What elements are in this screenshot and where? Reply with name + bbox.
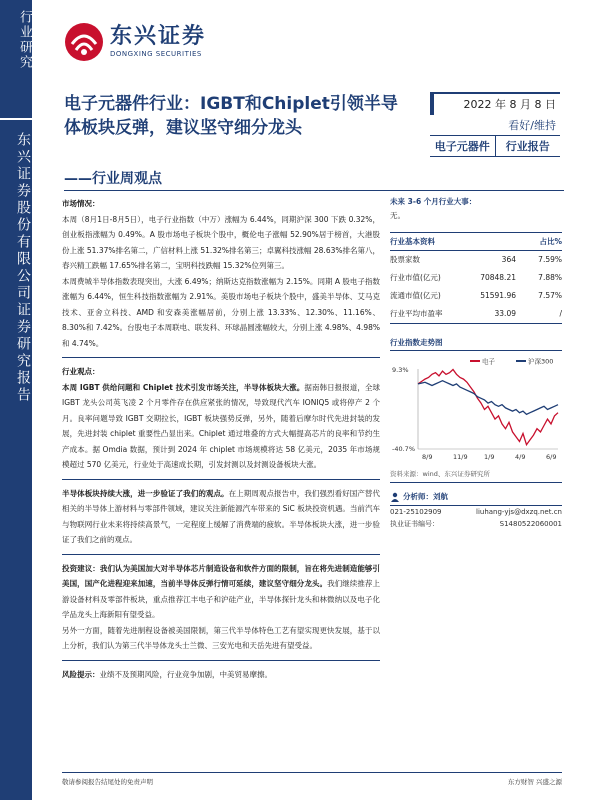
risk-paragraph <box>62 667 380 683</box>
table-row <box>390 305 562 323</box>
table-cell-pct: 7.88% <box>538 273 562 282</box>
advice-paragraph-1 <box>62 561 380 623</box>
main-column <box>62 196 380 682</box>
y-tick-label: 9.3% <box>392 366 409 374</box>
industry-tag: 电子元器件 <box>430 136 496 156</box>
logo-en-text: DONGXING SECURITIES <box>110 50 202 58</box>
series-line-electronics <box>418 370 558 445</box>
analyst-heading <box>390 491 562 503</box>
outlook-heading: 未来 3-6 个月行业大事： <box>390 197 477 206</box>
legend-label: 沪深300 <box>528 357 554 366</box>
table-cell-value: 51591.96 <box>480 291 516 300</box>
table-cell-label: 流通市值(亿元) <box>390 291 441 300</box>
analyst-contact-row <box>390 506 562 518</box>
brand-logo <box>64 22 206 62</box>
table-cell-label: 行业市值(亿元) <box>390 273 441 282</box>
analyst-name: 刘航 <box>433 492 448 501</box>
x-tick-label: 8/9 <box>422 453 433 461</box>
analyst-cert: S1480522060001 <box>499 520 562 528</box>
report-tags <box>430 136 560 157</box>
y-tick-label: -40.7% <box>392 445 415 453</box>
series-line-hs300 <box>418 381 558 415</box>
right-column <box>390 196 562 530</box>
advice-heading: 投资建议： <box>62 563 100 573</box>
sidebar-top-block <box>0 0 32 118</box>
view-paragraph-2-body: 在上期周观点报告中，我们强烈看好国产替代相关的半导体上游材料与零部件领域，建议关注新能源汽车带来的 SiC 板块投资机遇。当前汽车与物联网行业未来将持续高景气，一定程度上缓解了消费端的疲软。半导体板块大涨，进一步验证了我们之前的观点。 <box>62 488 380 544</box>
section-divider <box>62 357 380 358</box>
analyst-label: 分析师： <box>403 492 433 501</box>
view-heading: 行业观点： <box>62 367 100 376</box>
logo-cn-text: 东兴证券 <box>110 24 207 49</box>
market-paragraph-1: 本周（8月1日-8月5日），电子行业指数（中万）涨幅为 6.44%，同期沪深 300 下跌 0.32%，创业板指涨幅为 0.49%。A 股市场电子板块个股中，概伦电子涨幅 52.90%居于榜首，大港股份上涨 51.37%排名第二，广信材料上涨 51.32%排名第三；卓翼科技涨幅 28.63%排名第八，春兴精工跌幅 17.65%排名第二，宝明科技跌幅 15.32%位列第三。 <box>62 214 380 270</box>
footer-slogan: 东方财智 兴盛之源 <box>507 778 562 786</box>
view-paragraph-1-lead: 本周 IGBT 供给问题和 Chiplet 技术引发市场关注，半导体板块大涨。 <box>62 382 305 392</box>
advice-paragraph-1-body: 我们继续推荐上游设备材料及零部件板块，重点推荐江丰电子和沪硅产业，半导体探针龙头和林微纳以及电子化学品龙头上海新阳有望受益。 <box>62 579 381 619</box>
sidebar-bottom-block <box>0 120 32 800</box>
industry-table-pct-header: 占比% <box>539 237 562 246</box>
user-icon <box>390 492 400 502</box>
advice-paragraph-2: 另外一方面，随着先进制程设备被美国限制，第三代半导体特色工艺有望实现更快发展，基于以上分析，我们认为第三代半导体龙头士兰微、三安光电和天岳先进有望受益。 <box>62 625 380 650</box>
section-divider <box>62 479 380 480</box>
x-tick-label: 4/9 <box>515 453 526 461</box>
dongxing-logo-icon <box>64 22 104 62</box>
view-paragraph-2 <box>62 486 380 548</box>
index-chart <box>390 355 562 465</box>
table-cell-pct: 7.57% <box>538 291 562 300</box>
company-label: 东兴证券股份有限公司证券研究报告 <box>15 132 31 404</box>
chart-source: 资料来源：wind、东兴证券研究所 <box>390 469 562 483</box>
table-bottom-rule <box>390 323 562 324</box>
footer-disclaimer: 敬请参阅报告结尾处的免责声明 <box>62 778 153 786</box>
advice-paragraph-1-lead: 我们认为美国加大对半导体芯片制造设备和软件方面的限制，旨在将先进制造能够引美国，国产化进程迎来加速，当前半导体反弹行情可延续，建议坚守细分龙头。 <box>62 563 381 588</box>
table-row <box>390 287 562 305</box>
header-divider <box>64 190 564 191</box>
table-cell-pct: 7.59% <box>538 255 562 264</box>
sidebar <box>0 0 32 800</box>
table-cell-label: 行业平均市盈率 <box>390 309 443 318</box>
index-chart-svg <box>390 355 562 465</box>
table-cell-value: 33.09 <box>494 309 516 318</box>
table-row <box>390 251 562 269</box>
report-date: 2022 年 8 月 8 日 <box>430 92 560 115</box>
page-footer <box>62 772 562 786</box>
analyst-phone: 021-25102909 <box>390 508 442 516</box>
x-tick-label: 11/9 <box>453 453 468 461</box>
chart-heading: 行业指数走势图 <box>390 336 562 351</box>
risk-text: 业绩不及预期风险，行业竞争加剧，中美贸易摩擦。 <box>99 669 272 679</box>
analyst-cert-label: 执业证书编号： <box>390 520 439 528</box>
report-rating: 看好/维持 <box>430 115 560 136</box>
table-cell-value: 364 <box>501 255 516 264</box>
section-divider <box>62 660 380 661</box>
analyst-cert-row <box>390 518 562 530</box>
legend-label: 电子 <box>482 357 495 366</box>
view-paragraph-1 <box>62 380 380 473</box>
industry-table-title: 行业基本资料 <box>390 237 435 246</box>
report-type-tag: 行业报告 <box>505 140 550 153</box>
table-row <box>390 269 562 287</box>
table-cell-label: 股票家数 <box>390 255 420 264</box>
x-tick-label: 6/9 <box>546 453 557 461</box>
market-paragraph-2: 本周费城半导体指数表现突出，大涨 6.49%；纳斯达克指数涨幅为 2.15%。同期 A 股电子指数涨幅为 6.44%，恒生科技指数涨幅为 2.91%。美股市场电子板块个股中，盛美半导体、艾马克技术、亚舍立科技、AMD 和安森美涨幅居前，分别上涨 13.33%、12.30%、11.16%、8.30%和 7.42%。台股电子本周联电、联发科、环球晶圆涨幅较大，分别上涨 4.98%、4.98%和 4.74%。 <box>62 276 380 348</box>
table-cell-pct: / <box>559 309 562 318</box>
report-category-label: 行业研究 <box>17 10 32 70</box>
industry-table-header <box>390 232 562 251</box>
view-paragraph-1-body: 据南韩日报报道，全球 IGBT 龙头公司英飞凌 2 个月零件存在供应紧张的情况，导致现代汽车 IONIQ5 或将停产 2 个月。良率问题导致 IGBT 交期拉长，IGBT 板块强势反弹，另外，随着后摩尔时代先进封装的发展，先进封装 chiplet 重要性凸显出来。Chiplet 通过堆叠的方式大幅提高芯片的良率和节约生产成本。据 Omdia 数据，预计到 2024 年 chiplet 市场规模将达 58 亿美元，2035 年市场规模超过 570 亿美元，行业处于高速成长期，引发封测以及封测设备板块大涨。 <box>62 382 381 469</box>
outlook-text: 无。 <box>390 211 405 220</box>
report-title: 电子元器件行业：IGBT和Chiplet引领半导体板块反弹，建议坚守细分龙头 <box>64 94 398 138</box>
risk-heading: 风险提示： <box>62 669 100 679</box>
analyst-block <box>390 491 562 530</box>
section-divider <box>62 554 380 555</box>
report-info-box <box>430 92 560 157</box>
report-subtitle: ——行业周观点 <box>64 171 162 187</box>
view-paragraph-2-lead: 半导体板块持续大涨，进一步验证了我们的观点。 <box>62 488 229 498</box>
table-cell-value: 70848.21 <box>480 273 516 282</box>
analyst-email[interactable]: liuhang-yjs@dxzq.net.cn <box>476 508 562 516</box>
x-tick-label: 1/9 <box>484 453 495 461</box>
market-heading: 市场情况： <box>62 199 100 208</box>
